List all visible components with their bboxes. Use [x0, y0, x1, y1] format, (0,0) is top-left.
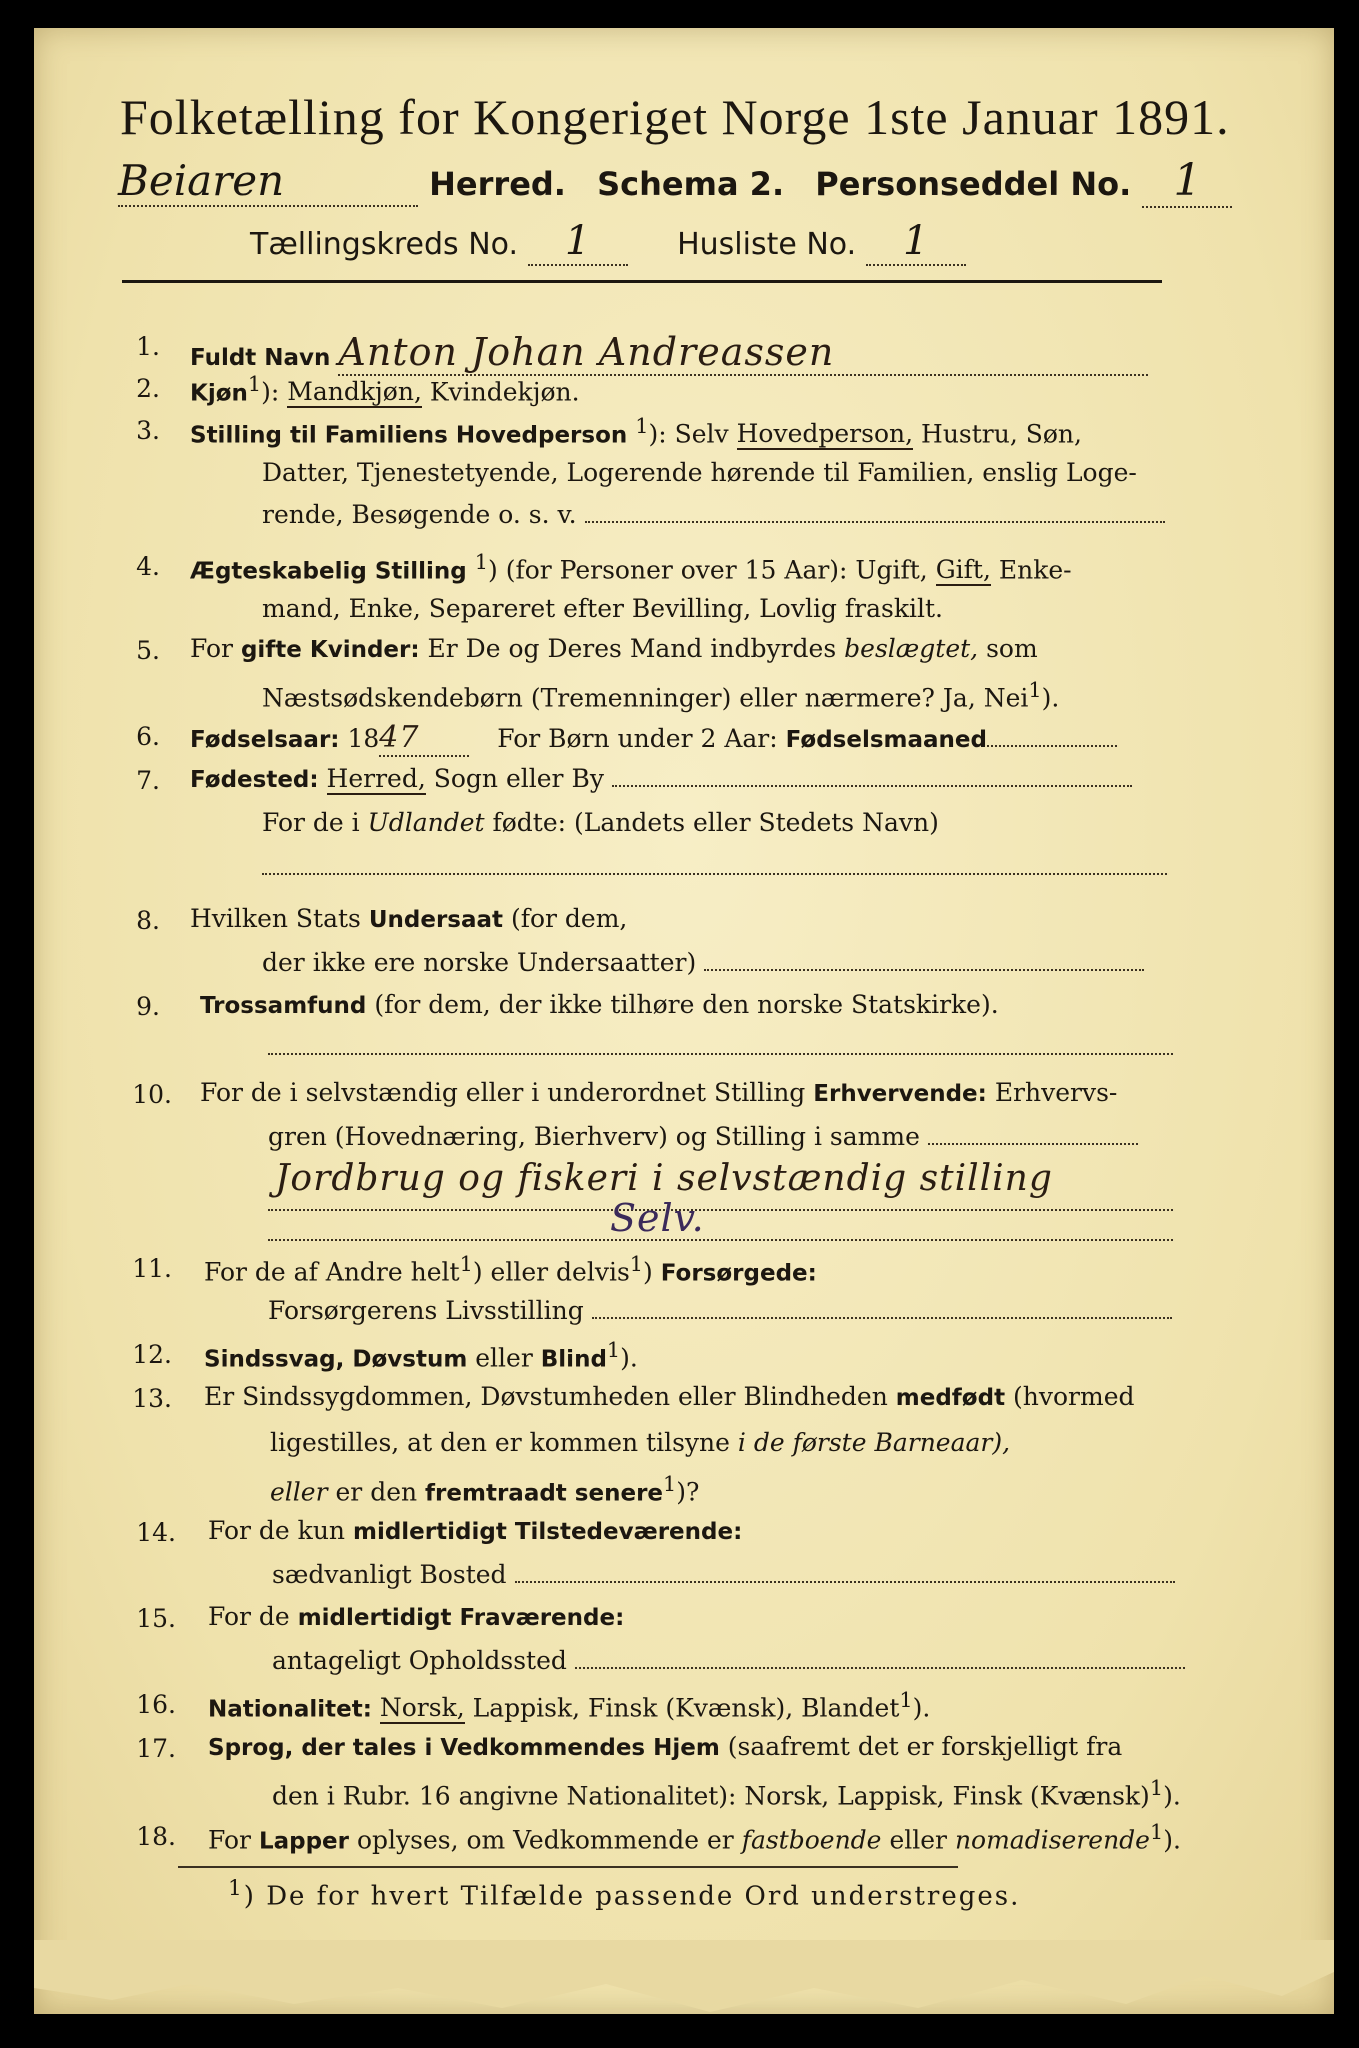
item-13-line-3: eller er den fremtraadt senere$^1$)? — [270, 1472, 700, 1507]
provider-occupation-field[interactable] — [592, 1317, 1172, 1319]
item-number: 9. — [136, 992, 160, 1021]
item-text: sædvanligt Bosted — [272, 1560, 507, 1589]
item-text: Er De og Deres Mand indbyrdes — [427, 634, 837, 663]
sex-option-male[interactable]: Mandkjøn, — [287, 377, 422, 407]
item-text: (for dem, der ikke tilhøre den norske Statskirke). — [374, 990, 999, 1019]
option-text: rende, Besøgende o. s. v. — [262, 500, 577, 529]
item-14-line-2 — [272, 1560, 1175, 1589]
occupation-field[interactable]: Jordbrug og fiskeri i selvstændig stilling — [275, 1158, 1053, 1199]
birthplace-label: Fødested: — [190, 767, 319, 793]
birthplace-field[interactable] — [612, 785, 1132, 787]
full-name-field[interactable]: Anton Johan Andreassen — [338, 330, 1148, 376]
option-married[interactable]: Gift, — [935, 555, 991, 585]
footnote-divider — [178, 1866, 958, 1868]
herred-name-field[interactable]: Beiaren — [118, 156, 418, 207]
schema-label: Schema 2. — [597, 165, 785, 203]
item-6 — [190, 720, 1117, 757]
item-text: fødte: (Landets eller Stedets Navn) — [492, 808, 939, 837]
sami-label: Lapper — [258, 1828, 349, 1855]
footnote-marker: 1 — [228, 1876, 244, 1901]
item-text: nomadiserende — [954, 1825, 1150, 1855]
family-position-field[interactable] — [585, 521, 1165, 523]
item-text: For de i — [262, 808, 360, 837]
item-number: 3. — [136, 416, 160, 445]
item-11: For de af Andre helt$^1$) eller delvis$^1$) Forsørgede: — [204, 1252, 817, 1287]
item-text: Er Sindssygdommen, Døvstumheden eller Blindheden — [204, 1382, 888, 1411]
item-14 — [208, 1516, 742, 1545]
item-number: 11. — [132, 1254, 172, 1283]
congenital-label: medfødt — [895, 1385, 1006, 1411]
item-text: Lappisk, Finsk (Kvænsk), Blandet — [472, 1693, 900, 1723]
item-number: 6. — [136, 722, 160, 751]
item-text: den i Rubr. 16 angivne Nationalitet): Norsk, Lappisk, Finsk (Kvænsk) — [272, 1781, 1150, 1811]
item-text: For de kun — [208, 1516, 346, 1545]
item-text: ligestilles, at den er kommen tilsyne — [270, 1428, 730, 1457]
footnote-text: ) De for hvert Tilfælde passende Ord understreges. — [243, 1881, 1021, 1912]
nationality-label: Nationalitet: — [208, 1696, 372, 1723]
option-text: Enke- — [998, 555, 1072, 585]
item-18: For Lapper oplyses, om Vedkommende er fastboende eller nomadiserende$^1$). — [208, 1820, 1181, 1855]
citizenship-label: Undersaat — [368, 907, 504, 933]
item-number: 5. — [136, 636, 160, 665]
item-15-line-2 — [272, 1646, 1185, 1675]
birth-year-prefix: 18 — [347, 724, 380, 753]
temporarily-absent-label: midlertidigt Fraværende: — [297, 1605, 625, 1631]
item-text: Udlandet — [367, 808, 485, 837]
item-text: antageligt Opholdssted — [272, 1646, 567, 1675]
item-17 — [208, 1732, 1122, 1761]
item-text: Erhvervs- — [994, 1078, 1118, 1107]
item-text: gren (Hovednæring, Bierhverv) og Stilling i samme — [268, 1122, 920, 1151]
item-number: 7. — [136, 766, 160, 795]
item-13 — [204, 1382, 1135, 1411]
item-text: er den — [335, 1477, 418, 1507]
kreds-label: Tællingskreds No. — [250, 227, 518, 262]
item-text: Hvilken Stats — [190, 904, 361, 933]
item-text: Sogn eller By — [433, 764, 604, 793]
item-text: eller — [889, 1825, 947, 1855]
item-4: Ægteskabelig Stilling $^1$) (for Personer over 15 Aar): Ugift, Gift, Enke- — [190, 550, 1072, 585]
item-number: 14. — [136, 1518, 176, 1547]
footnote — [228, 1876, 1020, 1912]
occupation-field-line-2 — [268, 1238, 1173, 1241]
item-text: eller — [475, 1343, 533, 1373]
occupation-field-line — [268, 1208, 1173, 1211]
option-head-of-household[interactable]: Hovedperson, — [736, 419, 914, 449]
item-number: 10. — [132, 1080, 172, 1109]
probable-location-field[interactable] — [575, 1667, 1185, 1669]
item-number: 1. — [136, 332, 160, 361]
birth-year-field[interactable]: 47 — [379, 720, 469, 757]
item-number: 17. — [136, 1734, 176, 1763]
husliste-label: Husliste No. — [677, 227, 857, 262]
item-number: 2. — [136, 374, 160, 403]
item-text: For de — [208, 1602, 290, 1631]
option-text: (for Personer over 15 Aar): Ugift, — [505, 555, 928, 585]
item-1 — [190, 330, 1148, 376]
item-number: 15. — [136, 1604, 176, 1633]
item-text: oplyses, om Vedkommende er — [356, 1825, 734, 1855]
item-9 — [200, 990, 999, 1019]
sex-option-female[interactable]: Kvindekjøn. — [429, 377, 580, 407]
kreds-no-field[interactable]: 1 — [528, 218, 628, 266]
item-text: fastboende — [741, 1825, 882, 1855]
later-onset-label: fremtraadt senere — [425, 1480, 664, 1507]
item-3-line-2: Datter, Tjenestetyende, Logerende hørende til Familien, enslig Loge- — [262, 458, 1137, 487]
husliste-no-field[interactable]: 1 — [866, 218, 966, 266]
item-number: 8. — [136, 906, 160, 935]
item-text: Forsørgerens Livsstilling — [268, 1296, 584, 1325]
item-text: For Børn under 2 Aar: — [497, 724, 778, 753]
religion-field[interactable] — [268, 1052, 1173, 1055]
personseddel-label: Personseddel No. — [815, 165, 1132, 203]
item-text: For — [208, 1825, 251, 1855]
personseddel-no-field[interactable]: 1 — [1142, 155, 1232, 208]
item-3: Stilling til Familiens Hovedperson $^1$): Selv Hovedperson, Hustru, Søn, — [190, 414, 1082, 449]
occupation-status-field[interactable]: Selv. — [610, 1196, 705, 1240]
item-15 — [208, 1602, 624, 1631]
full-name-label: Fuldt Navn — [190, 345, 331, 371]
foreign-birthplace-field[interactable] — [262, 872, 1167, 875]
sex-label: Kjøn — [190, 380, 248, 407]
item-text: i de første Barneaar), — [737, 1428, 1011, 1457]
supported-label: Forsørgede: — [660, 1260, 817, 1287]
married-women-label: gifte Kvinder: — [240, 637, 420, 663]
item-13-line-2 — [270, 1428, 1010, 1457]
item-number: 4. — [136, 552, 160, 581]
religion-label: Trossamfund — [200, 993, 367, 1019]
item-10-line-2 — [268, 1122, 1138, 1151]
header-divider — [122, 280, 1162, 283]
item-number: 13. — [132, 1384, 172, 1413]
item-text: For — [190, 634, 233, 663]
item-text: eller — [270, 1477, 328, 1507]
herred-label: Herred. — [429, 165, 566, 203]
marital-status-label: Ægteskabelig Stilling — [190, 558, 467, 585]
item-text: beslægtet, — [844, 634, 979, 663]
item-8 — [190, 904, 627, 933]
item-text: (hvormed — [1013, 1382, 1135, 1411]
item-17-line-2: den i Rubr. 16 angivne Nationalitet): Norsk, Lappisk, Finsk (Kvænsk)$^1$). — [272, 1776, 1181, 1811]
item-number: 18. — [136, 1822, 176, 1851]
item-text: For de i selvstændig eller i underordnet Stilling — [200, 1078, 806, 1107]
item-3-line-3 — [262, 500, 1165, 529]
occupation-label: Erhvervende: — [813, 1081, 987, 1107]
citizenship-field[interactable] — [704, 969, 1144, 971]
temporarily-present-label: midlertidigt Tilstedeværende: — [352, 1519, 743, 1545]
item-text: Næstsødskendebørn (Tremenninger) eller nærmere? Ja, Nei — [262, 683, 1029, 713]
family-position-label: Stilling til Familiens Hovedperson — [190, 422, 628, 449]
option-text: Hustru, Søn, — [921, 419, 1082, 449]
herred-line — [118, 155, 1202, 206]
item-5-line-2: Næstsødskendebørn (Tremenninger) eller nærmere? Ja, Nei$^1$). — [262, 678, 1060, 713]
item-text: (for dem, — [510, 904, 628, 933]
option-norwegian[interactable]: Norsk, — [379, 1693, 465, 1723]
birth-month-label: Fødselsmaaned — [785, 727, 987, 753]
item-7 — [190, 764, 1132, 793]
item-16: Nationalitet: Norsk, Lappisk, Finsk (Kvænsk), Blandet$^1$). — [208, 1688, 931, 1723]
item-11-line-2 — [268, 1296, 1172, 1325]
birth-year-label: Fødselsaar: — [190, 727, 340, 753]
blind-label: Blind — [540, 1346, 607, 1373]
home-language-label: Sprog, der tales i Vedkommendes Hjem — [208, 1735, 720, 1761]
item-text: eller delvis — [490, 1257, 630, 1287]
kreds-line — [250, 218, 1050, 264]
option-herred[interactable]: Herred, — [326, 764, 426, 793]
item-2: Kjøn$^1$): Mandkjøn, Kvindekjøn. — [190, 372, 580, 407]
item-10 — [200, 1078, 1117, 1107]
item-text: som — [986, 634, 1038, 663]
option-text: Selv — [674, 419, 729, 449]
item-4-line-2: mand, Enke, Separeret efter Bevilling, Lovlig fraskilt. — [262, 594, 943, 623]
item-8-line-2 — [262, 948, 1144, 977]
disability-label: Sindssvag, Døvstum — [204, 1346, 468, 1373]
item-text: For de af Andre helt — [204, 1257, 460, 1287]
item-number: 12. — [132, 1340, 172, 1369]
item-12: Sindssvag, Døvstum eller Blind$^1$). — [204, 1338, 638, 1373]
item-5 — [190, 634, 1038, 663]
item-number: 16. — [136, 1690, 176, 1719]
item-text: der ikke ere norske Undersaatter) — [262, 948, 697, 977]
footnote-ref: 1 — [247, 372, 262, 396]
birth-month-field[interactable] — [987, 745, 1117, 747]
occupation-dots — [928, 1143, 1138, 1145]
item-7-line-2 — [262, 808, 939, 837]
usual-residence-field[interactable] — [515, 1581, 1175, 1583]
form-title: Folketælling for Kongeriget Norge 1ste Januar 1891. — [120, 89, 1230, 145]
item-text: (saafremt det er forskjelligt fra — [727, 1732, 1123, 1761]
